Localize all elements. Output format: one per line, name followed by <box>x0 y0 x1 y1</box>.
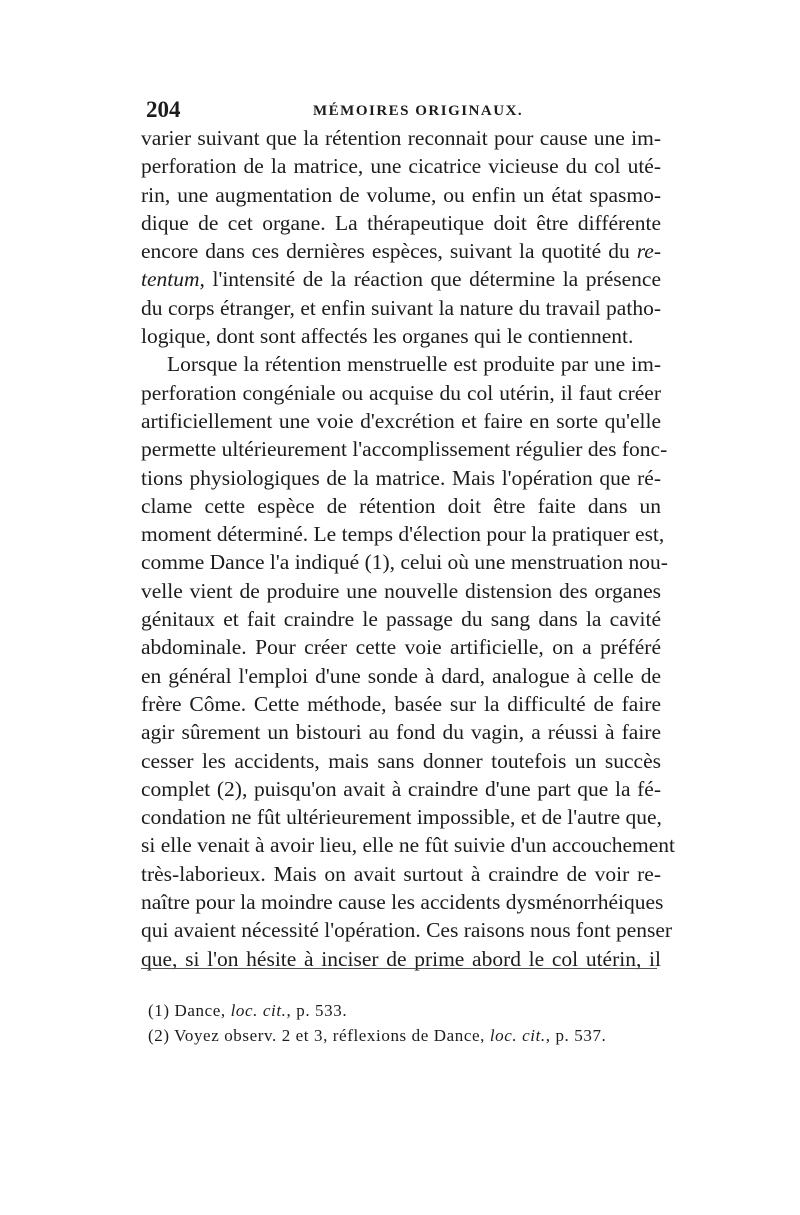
text-line: condation ne fût ultérieurement impossible, et de l'autre que, <box>141 805 662 830</box>
text-line: naître pour la moindre cause les accidents dysménorrhéiques <box>141 890 664 915</box>
footnote-marker: (1) <box>148 1001 170 1020</box>
text-line: en général l'emploi d'une sonde à dard, analogue à celle de <box>141 663 661 688</box>
italic-term: tentum, <box>141 267 205 292</box>
text-line-segment: tentum, l'intensité de la réaction que détermine la présence <box>141 267 661 292</box>
footnote-page: , p. 533. <box>286 1001 348 1020</box>
running-head: MÉMOIRES ORIGINAUX. <box>313 103 524 119</box>
text-line <box>141 265 661 293</box>
text-line: si elle venait à avoir lieu, elle ne fût suivie d'un accouchement <box>141 833 676 858</box>
text-line: cesser les accidents, mais sans donner toutefois un succès <box>141 748 661 773</box>
text-line <box>141 237 661 265</box>
text-line: très-laborieux. Mais on avait surtout à craindre de voir re- <box>141 861 661 886</box>
text-line: artificiellement une voie d'excrétion et faire en sorte qu'elle <box>141 408 661 433</box>
text-line: frère Côme. Cette méthode, basée sur la difficulté de faire <box>141 691 661 716</box>
text-line: comme Dance l'a indiqué (1), celui où une menstruation nou- <box>141 550 668 575</box>
text-line: agir sûrement un bistouri au fond du vagin, a réussi à faire <box>141 720 661 745</box>
footnote-ref: loc. cit. <box>230 1001 287 1020</box>
text-line: clame cette espèce de rétention doit être faite dans un <box>141 493 661 518</box>
text-line: qui avaient nécessité l'opération. Ces raisons nous font penser <box>141 918 673 943</box>
text-line: varier suivant que la rétention reconnait pour cause une im- <box>141 126 661 150</box>
text-line: perforation de la matrice, une cicatrice vicieuse du col uté- <box>141 154 661 179</box>
footnote-marker: (2) <box>148 1026 170 1045</box>
footnote-author: Dance, <box>174 1001 226 1020</box>
footnotes <box>148 998 658 1048</box>
text-line-segment: encore dans ces dernières espèces, suivant la quotité du re- <box>141 239 661 264</box>
text-line: du corps étranger, et enfin suivant la nature du travail patho- <box>141 295 661 320</box>
text-line: velle vient de produire une nouvelle distension des organes <box>141 578 661 603</box>
text-line: complet (2), puisqu'on avait à craindre d'une part que la fé- <box>141 776 661 801</box>
text-line: tions physiologiques de la matrice. Mais l'opération que ré- <box>141 465 661 490</box>
text-line: génitaux et fait craindre le passage du sang dans la cavité <box>141 607 661 632</box>
footnote-ref: loc. cit. <box>489 1026 546 1045</box>
page-header <box>146 96 656 124</box>
text-line: permette ultérieurement l'accomplissement régulier des fonc- <box>141 437 668 462</box>
text-line: que, si l'on hésite à inciser de prime abord le col utérin, il <box>141 946 661 971</box>
footnote-page: , p. 537. <box>545 1026 607 1045</box>
footnote-text: Voyez observ. 2 et 3, réflexions de Dance, <box>174 1026 485 1045</box>
text-line: perforation congéniale ou acquise du col utérin, il faut créer <box>141 380 661 405</box>
body-text <box>141 124 676 973</box>
italic-term: re- <box>636 239 661 264</box>
page-number: 204 <box>146 97 181 122</box>
footnote-2 <box>148 1023 658 1048</box>
paragraph-start-line: Lorsque la rétention menstruelle est produite par une im- <box>167 352 661 377</box>
footnote-divider <box>141 968 657 969</box>
text-line: dique de cet organe. La thérapeutique doit être différente <box>141 210 661 235</box>
text-line: moment déterminé. Le temps d'élection pour la pratiquer est, <box>141 522 665 547</box>
footnote-1 <box>148 998 658 1023</box>
text-line: abdominale. Pour créer cette voie artificielle, on a préféré <box>141 635 661 660</box>
text-line: rin, une augmentation de volume, ou enfin un état spasmo- <box>141 182 661 207</box>
text-line: logique, dont sont affectés les organes qui le contiennent. <box>141 324 634 349</box>
